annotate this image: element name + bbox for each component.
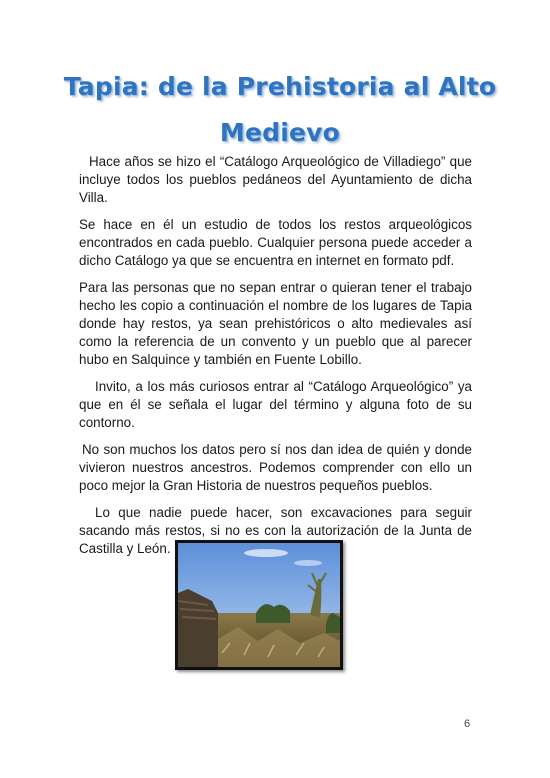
landscape-photo — [175, 540, 343, 670]
page-title — [60, 64, 500, 156]
title-line-2: Medievo — [219, 118, 341, 147]
paragraph-5: No son muchos los datos pero sí nos dan idea de quién y donde vivieron nuestros ancestros. Podemos comprender con ello un poco mejor la Gran Historia de nuestros pequeños pueblos. — [79, 442, 472, 493]
title-line-1: Tapia: de la Prehistoria al Alto — [63, 72, 497, 101]
article-body — [79, 153, 472, 567]
paragraph-6: Lo que nadie puede hacer, son excavaciones para seguir sacando más restos, si no es con la autorización de la Junta de Castilla y León. — [79, 505, 472, 556]
page-number: 6 — [464, 718, 471, 730]
paragraph-1: Hace años se hizo el “Catálogo Arqueológico de Villadiego” que incluye todos los pueblos pedáneos del Ayuntamiento de dicha Villa. — [79, 154, 472, 205]
paragraph-4: Invito, a los más curiosos entrar al “Catálogo Arqueológico” ya que en él se señala el lugar del término y alguna foto de su contorno. — [79, 379, 472, 430]
paragraph-3: Para las personas que no sepan entrar o quieran tener el trabajo hecho les copio a continuación el nombre de los lugares de Tapia donde hay restos, ya sean prehistóricos o alto medievales así como la referencia de un convento y un pueblo que al parecer hubo en Salquince y también en Fuente Lobillo. — [79, 280, 472, 367]
paragraph-2: Se hace en él un estudio de todos los restos arqueológicos encontrados en cada pueblo. Cualquier persona puede acceder a dicho Catálogo ya que se encuentra en internet en formato pdf. — [79, 217, 472, 268]
